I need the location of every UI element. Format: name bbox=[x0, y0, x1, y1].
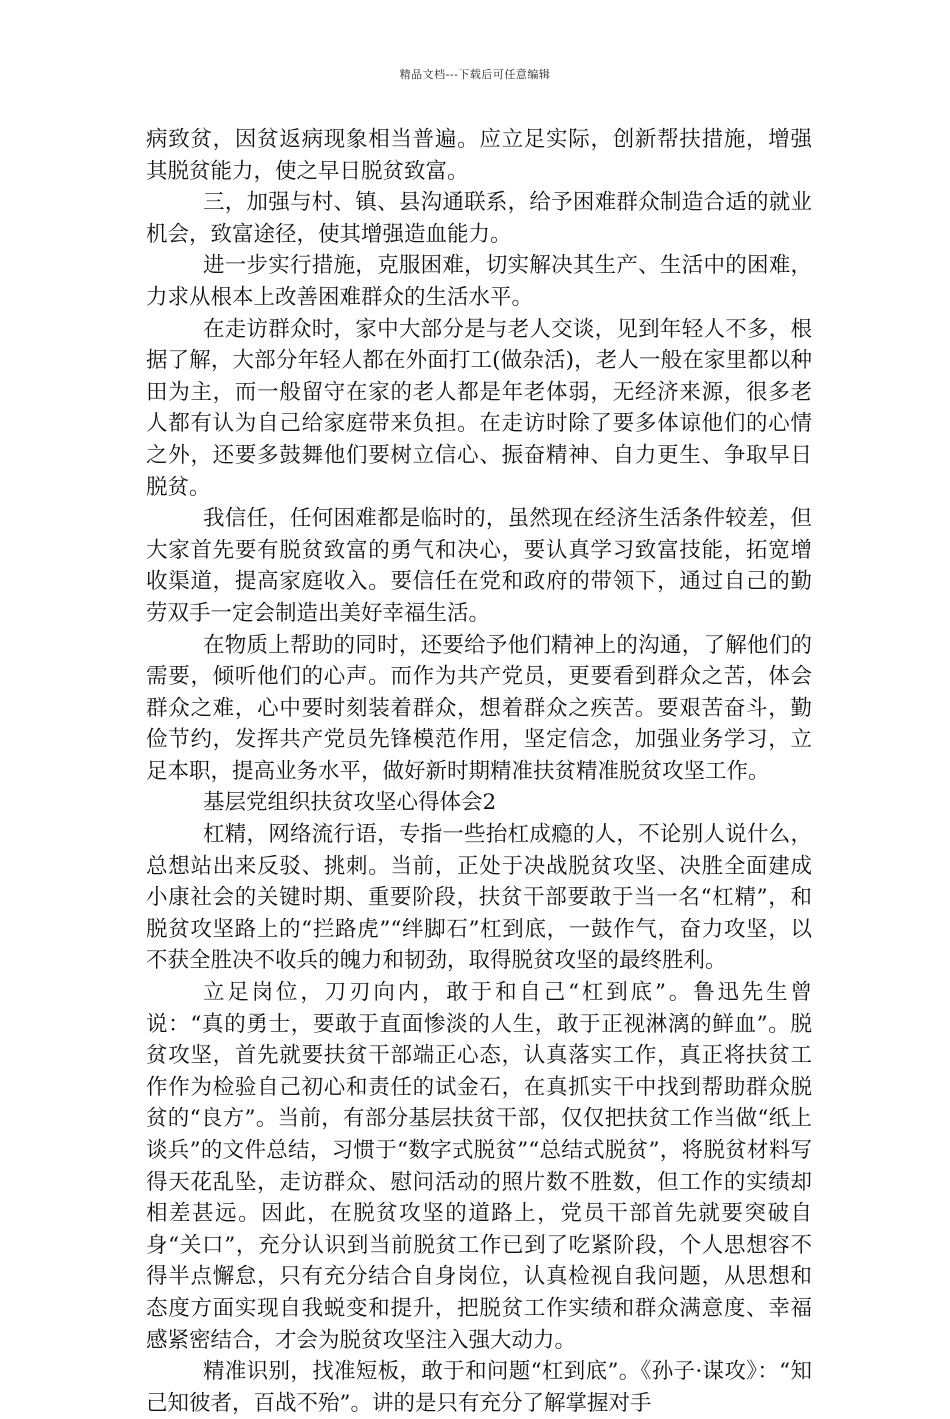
paragraph-3: 进一步实行措施，克服困难，切实解决其生产、生活中的困难，力求从根本上改善困难群众的生活水平。 bbox=[146, 253, 812, 310]
paragraph-5: 我信任，任何困难都是临时的，虽然现在经济生活条件较差，但大家首先要有脱贫致富的勇气和决心，要认真学习致富技能，拓宽增收渠道，提高家庭收入。要信任在党和政府的带领下，通过自己的勤劳双手一定会制造出美好幸福生活。 bbox=[146, 506, 812, 626]
paragraph-9: 精准识别，找准短板，敢于和问题“杠到底”。《孙子·谋攻》：“知己知彼者，百战不殆”。讲的是只有充分了解掌握对手 bbox=[146, 1359, 812, 1416]
section-heading: 基层党组织扶贫攻坚心得体会2 bbox=[203, 790, 497, 816]
paragraph-7: 杠精，网络流行语，专指一些抬杠成瘾的人，不论别人说什么，总想站出来反驳、挑刺。当前，正处于决战脱贫攻坚、决胜全面建成小康社会的关键时期、重要阶段，扶贫干部要敢于当一名“杠精”，和脱贫攻坚路上的“拦路虎”“绊脚石”杠到底，一鼓作气，奋力攻坚，以不获全胜决不收兵的魄力和韧劲，取得脱贫攻坚的最终胜利。 bbox=[146, 822, 812, 974]
paragraph-2: 三，加强与村、镇、县沟通联系，给予困难群众制造合适的就业机会，致富途径，使其增强造血能力。 bbox=[146, 190, 812, 247]
paragraph-1: 病致贫，因贫返病现象相当普遍。应立足实际，创新帮扶措施，增强其脱贫能力，使之早日脱贫致富。 bbox=[146, 127, 812, 184]
paragraph-4: 在走访群众时，家中大部分是与老人交谈，见到年轻人不多，根据了解，大部分年轻人都在外面打工(做杂活)，老人一般在家里都以种田为主，而一般留守在家的老人都是年老体弱，无经济来源，很多老人都有认为自己给家庭带来负担。在走访时除了要多体谅他们的心情之外，还要多鼓舞他们要树立信心、振奋精神、自力更生、争取早日脱贫。 bbox=[146, 316, 812, 500]
paragraph-6: 在物质上帮助的同时，还要给予他们精神上的沟通，了解他们的需要，倾听他们的心声。而作为共产党员，更要看到群众之苦，体会群众之难，心中要时刻装着群众，想着群众之疾苦。要艰苦奋斗，勤俭节约，发挥共产党员先锋模范作用，坚定信念，加强业务学习，立足本职，提高业务水平，做好新时期精准扶贫精准脱贫攻坚工作。 bbox=[146, 632, 812, 784]
document-body bbox=[146, 124, 812, 1419]
paragraph-8: 立足岗位，刀刃向内，敢于和自己“杠到底”。鲁迅先生曾说：“真的勇士，要敢于直面惨淡的人生，敢于正视淋漓的鲜血”。脱贫攻坚，首先就要扶贫干部端正心态，认真落实工作，真正将扶贫工作作为检验自己初心和责任的试金石，在真抓实干中找到帮助群众脱贫的“良方”。当前，有部分基层扶贫干部，仅仅把扶贫工作当做“纸上谈兵”的文件总结，习惯于“数字式脱贫”“总结式脱贫”，将脱贫材料写得天花乱坠，走访群众、慰问活动的照片数不胜数，但工作的实绩却相差甚远。因此，在脱贫攻坚的道路上，党员干部首先就要突破自身“关口”，充分认识到当前脱贫工作已到了吃紧阶段，个人思想容不得半点懈怠，只有充分结合自身岗位，认真检视自我问题，从思想和态度方面实现自我蜕变和提升，把脱贫工作实绩和群众满意度、幸福感紧密结合，才会为脱贫攻坚注入强大动力。 bbox=[146, 980, 812, 1353]
page-header: 精品文档---下载后可任意编辑 bbox=[399, 68, 551, 81]
